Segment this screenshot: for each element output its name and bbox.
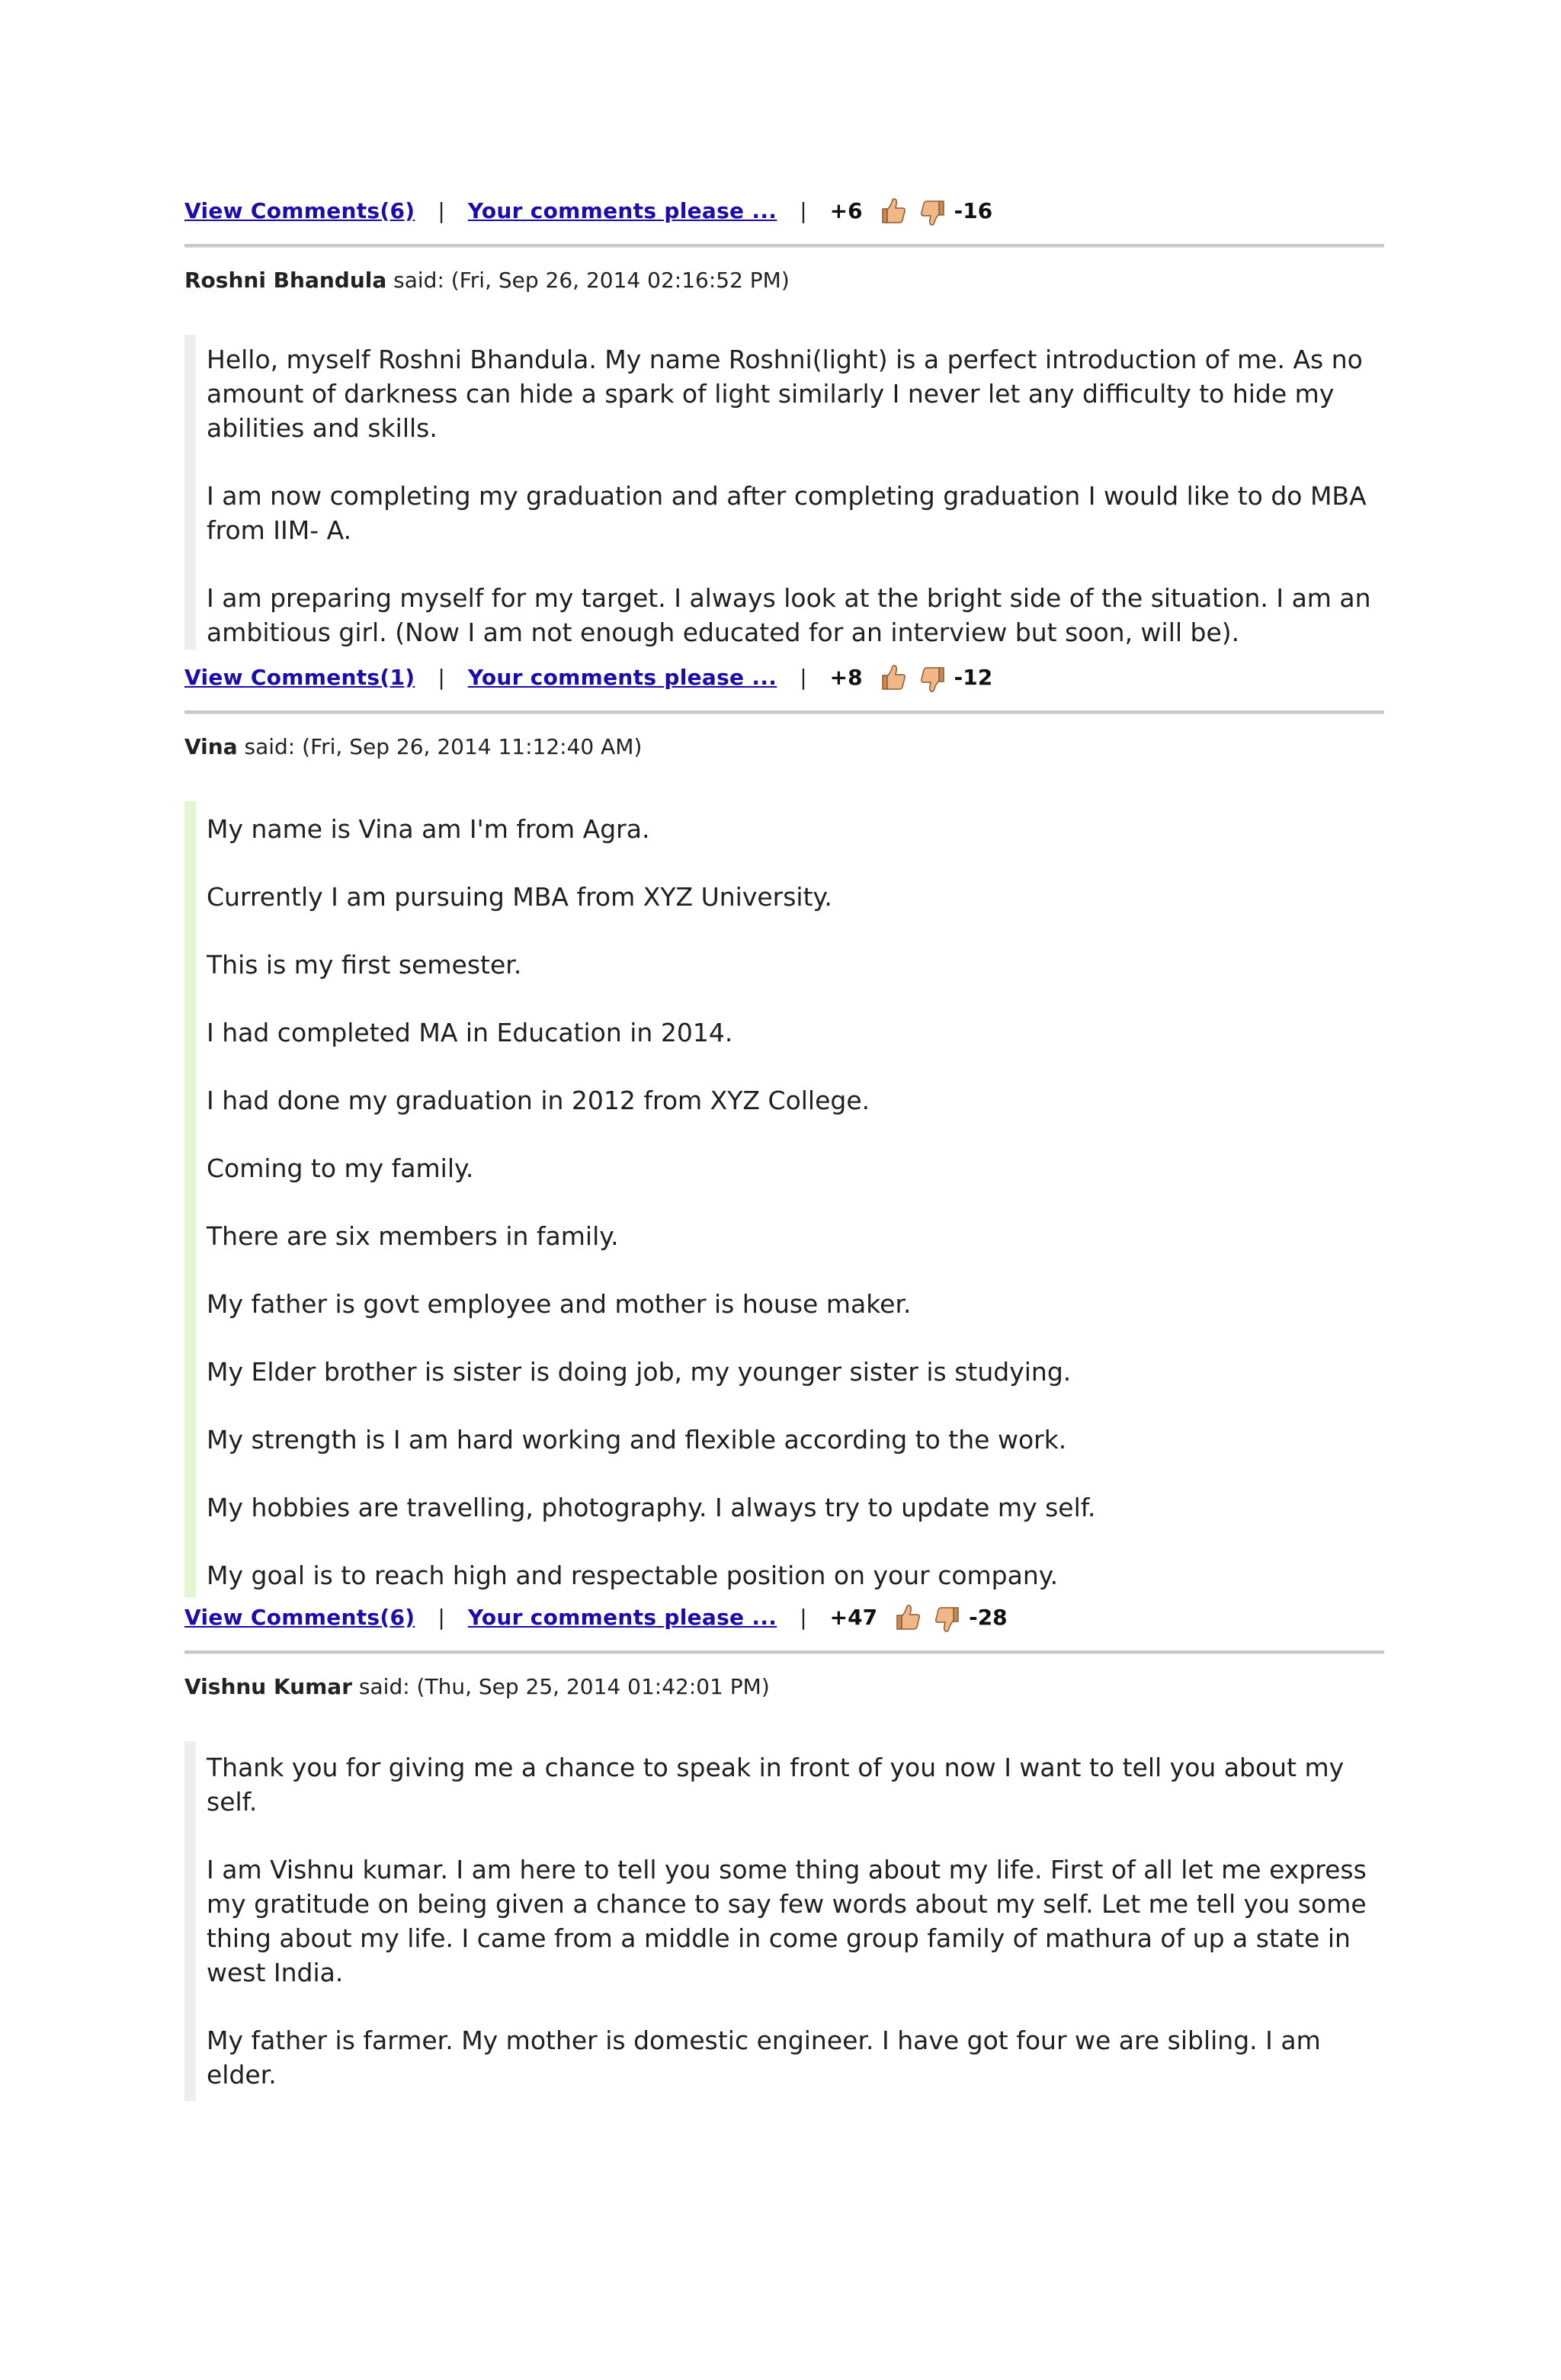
- comment-paragraph: My father is farmer. My mother is domestic engineer. I have got four we are sibling. I am elder.: [207, 2026, 1321, 2090]
- your-comments-link[interactable]: Your comments please ...: [467, 664, 777, 690]
- comment-paragraph: This is my first semester.: [207, 950, 522, 980]
- comment-paragraph: Hello, myself Roshni Bhandula. My name Roshni(light) is a perfect introduction of me. As no amount of darkness can hide a spark of light similarly I never let any difficulty to hide my abilities and skills.: [207, 345, 1363, 443]
- divider: [184, 1650, 1384, 1654]
- comment-timestamp: said: (Fri, Sep 26, 2014 02:16:52 PM): [386, 268, 790, 293]
- thumbs-down-icon[interactable]: [918, 198, 948, 229]
- comment-paragraph: My Elder brother is sister is doing job, my younger sister is studying.: [207, 1357, 1072, 1387]
- upvote-count: +8: [829, 664, 863, 690]
- comment-paragraph: Thank you for giving me a chance to speak in front of you now I want to tell you about my self.: [207, 1753, 1345, 1817]
- divider: [184, 244, 1384, 248]
- comment-author: Vina: [184, 734, 238, 759]
- thumbs-up-icon[interactable]: [893, 1602, 923, 1632]
- comments-list: [184, 194, 1384, 2101]
- your-comments-link[interactable]: Your comments please ...: [467, 197, 777, 223]
- comment: [184, 1674, 1384, 2101]
- comment-paragraph: I had done my graduation in 2012 from XYZ College.: [207, 1086, 870, 1115]
- comment-paragraph: My father is govt employee and mother is house maker.: [207, 1289, 912, 1319]
- comment: [184, 734, 1384, 1597]
- thumbs-up-icon[interactable]: [878, 662, 909, 692]
- downvote-count: -12: [954, 664, 993, 690]
- comment-actions: [184, 194, 1384, 227]
- comment-header: [184, 1674, 1384, 1705]
- comment-paragraph: I am now completing my graduation and after completing graduation I would like to do MBA from IIM- A.: [207, 481, 1367, 545]
- thumbs-up-icon[interactable]: [878, 195, 909, 226]
- comment-body: [184, 335, 1384, 650]
- comment-paragraph: Coming to my family.: [207, 1153, 474, 1183]
- comment-paragraph: I am preparing myself for my target. I always look at the bright side of the situation. I am an ambitious girl. (Now I am not enough educated for an interview but soon, will be).: [207, 583, 1371, 647]
- comment-header: [184, 268, 1384, 298]
- thumbs-down-icon[interactable]: [918, 665, 948, 695]
- separator: |: [438, 1604, 445, 1630]
- divider: [184, 710, 1384, 714]
- upvote-count: +47: [829, 1604, 878, 1630]
- comment-author: Vishnu Kumar: [184, 1674, 353, 1699]
- downvote-count: -28: [969, 1604, 1008, 1630]
- view-comments-link[interactable]: View Comments(6): [184, 1604, 415, 1630]
- comment-paragraph: My hobbies are travelling, photography. I always try to update my self.: [207, 1493, 1096, 1522]
- comment-paragraph: My goal is to reach high and respectable position on your company.: [207, 1560, 1059, 1590]
- comment-timestamp: said: (Fri, Sep 26, 2014 11:12:40 AM): [237, 734, 643, 759]
- comment-timestamp: said: (Thu, Sep 25, 2014 01:42:01 PM): [352, 1674, 770, 1699]
- comment-author: Roshni Bhandula: [184, 268, 387, 293]
- comment-paragraph: My name is Vina am I'm from Agra.: [207, 814, 650, 844]
- upvote-count: +6: [829, 197, 863, 223]
- comment-header: [184, 734, 1384, 765]
- comment-actions: [184, 660, 1384, 694]
- separator: |: [800, 197, 807, 223]
- comment-actions: [184, 1600, 1384, 1634]
- thumbs-down-icon[interactable]: [932, 1605, 963, 1635]
- separator: |: [800, 664, 807, 690]
- comment-paragraph: Currently I am pursuing MBA from XYZ University.: [207, 882, 832, 912]
- separator: |: [800, 1604, 807, 1630]
- your-comments-link[interactable]: Your comments please ...: [467, 1604, 777, 1630]
- comment: [184, 268, 1384, 650]
- separator: |: [438, 664, 445, 690]
- comment-paragraph: I am Vishnu kumar. I am here to tell you some thing about my life. First of all let me express my gratitude on being given a chance to say few words about my self. Let me tell you some thing about my life. I came from a middle in come group family of mathura of up a state in west India.: [207, 1855, 1367, 1987]
- downvote-count: -16: [954, 197, 993, 223]
- view-comments-link[interactable]: View Comments(1): [184, 664, 415, 690]
- view-comments-link[interactable]: View Comments(6): [184, 197, 415, 223]
- comment-paragraph: There are six members in family.: [207, 1221, 619, 1251]
- comment-paragraph: I had completed MA in Education in 2014.: [207, 1018, 733, 1047]
- comment-body: [184, 1741, 1384, 2101]
- comment-paragraph: My strength is I am hard working and flexible according to the work.: [207, 1425, 1067, 1455]
- comment-body: [184, 801, 1384, 1597]
- separator: |: [438, 197, 445, 223]
